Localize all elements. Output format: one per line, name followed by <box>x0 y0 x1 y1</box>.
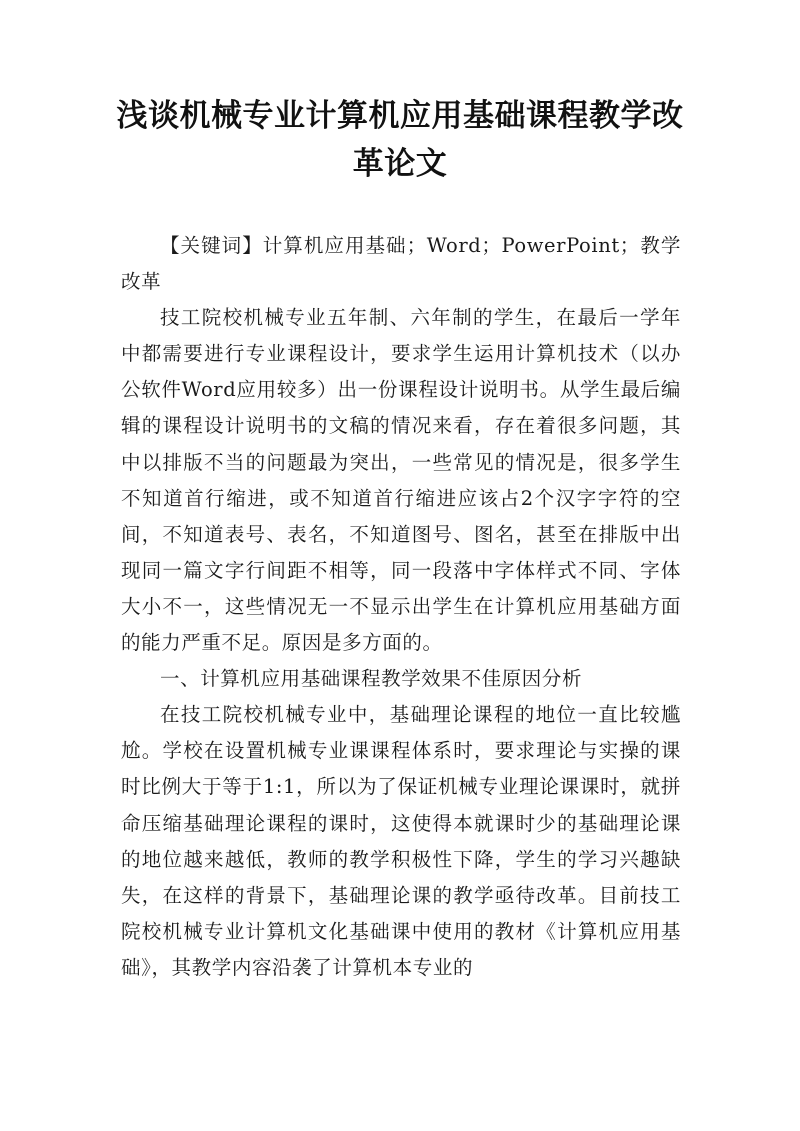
document-title: 浅谈机械专业计算机应用基础课程教学改革论文 <box>116 98 684 182</box>
document-body <box>121 228 681 986</box>
section-heading: 一、计算机应用基础课程教学效果不佳原因分析 <box>160 667 583 691</box>
section-paragraph: 在技工院校机械专业中，基础理论课程的地位一直比较尴尬。学校在设置机械专业课课程体系时，要求理论与实操的课时比例大于等于1:1，所以为了保证机械专业理论课课时，就拼命压缩基础理论课程的课时，这使得本就课时少的基础理论课的地位越来越低，教师的教学积极性下降，学生的学习兴趣缺失，在这样的背景下，基础理论课的教学亟待改革。目前技工院校机械专业计算机文化基础课中使用的教材《计算机应用基础》，其教学内容沿袭了计算机本专业的 <box>121 703 681 979</box>
keywords-paragraph: 【关键词】计算机应用基础；Word；PowerPoint；教学改革 <box>121 234 681 294</box>
intro-paragraph: 技工院校机械专业五年制、六年制的学生，在最后一学年中都需要进行专业课程设计，要求学生运用计算机技术（以办公软件Word应用较多）出一份课程设计说明书。从学生最后编辑的课程设计说明书的文稿的情况来看，存在着很多问题，其中以排版不当的问题最为突出，一些常见的情况是，很多学生不知道首行缩进，或不知道首行缩进应该占2个汉字字符的空间，不知道表号、表名，不知道图号、图名，甚至在排版中出现同一篇文字行间距不相等，同一段落中字体样式不同、字体大小不一，这些情况无一不显示出学生在计算机应用基础方面的能力严重不足。原因是多方面的。 <box>121 306 681 655</box>
